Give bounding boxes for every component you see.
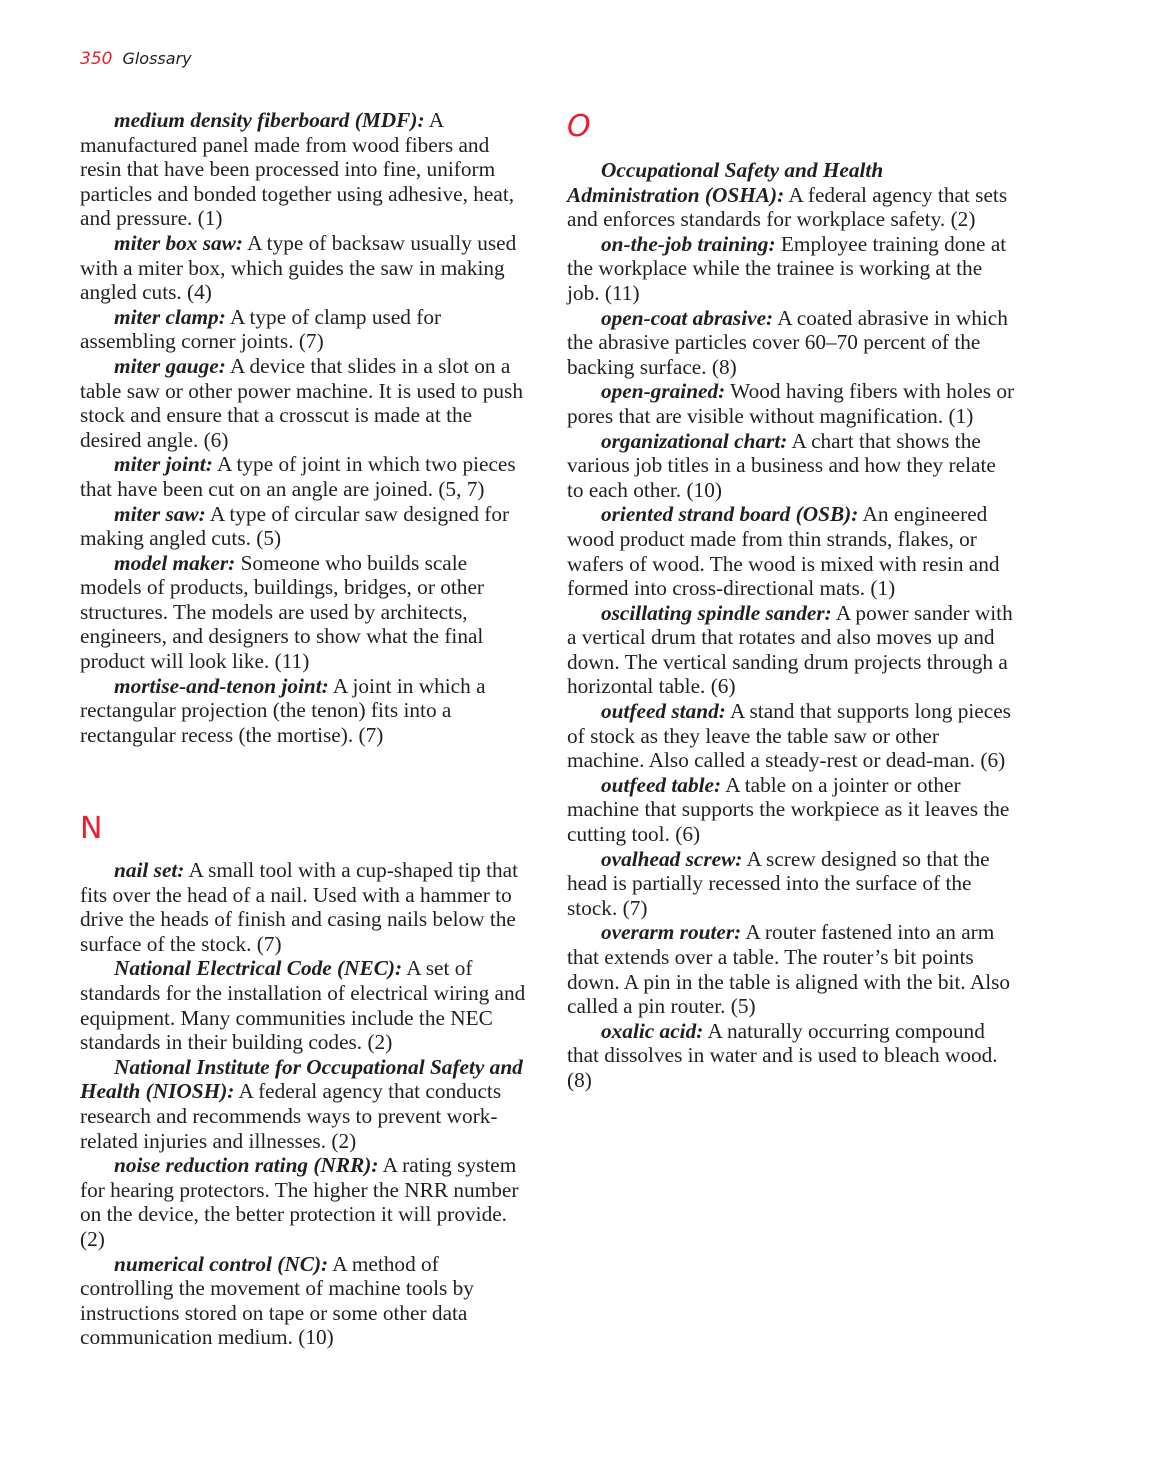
glossary-entry <box>80 551 530 674</box>
page-header <box>80 49 192 69</box>
glossary-definition: A federal agency that conducts research and recommends ways to prevent work-related injuries and illnesses. (2) <box>80 1079 502 1153</box>
glossary-term: overarm router: <box>601 920 742 945</box>
glossary-term: numerical control (NC): <box>114 1251 329 1276</box>
glossary-definition: A table on a jointer or other machine that supports the workpiece as it leaves the cutting tool. (6) <box>567 772 1010 847</box>
glossary-entry <box>80 452 530 501</box>
glossary-definition: A type of joint in which two pieces that have been cut on an angle are joined. (5, 7) <box>80 452 516 501</box>
glossary-term: open-grained: <box>601 379 726 404</box>
glossary-term: organizational chart: <box>601 428 788 453</box>
glossary-column-left-n <box>80 858 530 1350</box>
glossary-term: outfeed stand: <box>601 699 726 724</box>
glossary-term: noise reduction rating (NRR): <box>114 1153 379 1178</box>
glossary-entry <box>567 379 1017 428</box>
glossary-definition: A method of controlling the movement of machine tools by instructions stored on tape or some other data communication medium. (10) <box>80 1251 474 1350</box>
glossary-definition: Employee training done at the workplace while the trainee is working at the job. (11) <box>567 231 1007 305</box>
glossary-definition: A joint in which a rectangular projection (the tenon) fits into a rectangular recess (the mortise). (7) <box>80 673 486 747</box>
glossary-definition: A type of backsaw usually used with a miter box, which guides the saw in making angled cuts. (4) <box>80 230 517 305</box>
glossary-term: on-the-job training: <box>601 231 776 256</box>
glossary-definition: A coated abrasive in which the abrasive particles cover 60–70 percent of the backing surface. (8) <box>567 305 1008 379</box>
glossary-definition: Someone who builds scale models of products, buildings, bridges, or other structures. The models are used by architects, engineers, and designers to show what the final product will look like. (11) <box>80 550 484 674</box>
section-heading-n: N <box>80 811 103 846</box>
glossary-definition: A chart that shows the various job titles in a business and how they relate to each other. (10) <box>567 428 996 502</box>
glossary-entry <box>567 232 1017 306</box>
glossary-definition: Wood having fibers with holes or pores that are visible without magnification. (1) <box>567 379 1015 428</box>
glossary-column-left-m <box>80 108 530 747</box>
glossary-definition: A federal agency that sets and enforces standards for workplace safety. (2) <box>567 182 1008 232</box>
glossary-entry <box>80 1153 530 1251</box>
glossary-definition: A type of circular saw designed for making angled cuts. (5) <box>80 501 510 551</box>
glossary-definition: A set of standards for the installation of electrical wiring and equipment. Many communities include the NEC standards in their building codes. (2) <box>80 956 526 1055</box>
glossary-definition: A manufactured panel made from wood fibers and resin that have been processed into fine, uniform particles and bonded together using adhesive, heat, and pressure. (1) <box>80 108 515 231</box>
glossary-definition: A router fastened into an arm that extends over a table. The router’s bit points down. A pin in the table is aligned with the bit. Also called a pin router. (5) <box>567 920 1011 1019</box>
glossary-column-right-o <box>567 158 1017 1093</box>
glossary-definition: A rating system for hearing protectors. The higher the NRR number on the device, the better protection it will provide. (2) <box>80 1153 519 1251</box>
glossary-definition: A naturally occurring compound that dissolves in water and is used to bleach wood. (8) <box>567 1018 998 1092</box>
glossary-definition: A screw designed so that the head is partially recessed into the surface of the stock. (7) <box>567 846 990 920</box>
glossary-term: open-coat abrasive: <box>601 305 774 330</box>
glossary-term: oriented strand board (OSB): <box>601 502 859 527</box>
glossary-entry <box>567 306 1017 380</box>
glossary-entry <box>567 847 1017 921</box>
glossary-definition: A power sander with a vertical drum that rotates and also moves up and down. The vertical sanding drum projects through a horizontal table. (6) <box>567 600 1013 699</box>
glossary-entry <box>567 920 1017 1018</box>
glossary-entry <box>80 1055 530 1153</box>
glossary-entry <box>567 502 1017 600</box>
glossary-entry <box>80 108 530 231</box>
glossary-term: mortise-and-tenon joint: <box>114 673 329 698</box>
glossary-entry <box>80 305 530 354</box>
glossary-term: nail set: <box>114 858 185 882</box>
glossary-entry <box>567 601 1017 699</box>
glossary-entry <box>80 502 530 551</box>
glossary-definition: A type of clamp used for assembling corner joints. (7) <box>80 304 442 354</box>
glossary-entry <box>567 699 1017 773</box>
glossary-term: Occupational Safety and Health Administration (OSHA): <box>567 158 884 207</box>
glossary-entry <box>80 858 530 956</box>
glossary-term: National Institute for Occupational Safety and Health (NIOSH): <box>80 1054 523 1104</box>
glossary-entry <box>80 231 530 305</box>
glossary-definition: A device that slides in a slot on a table saw or other power machine. It is used to push stock and ensure that a crosscut is made at the desired angle. (6) <box>80 353 523 452</box>
glossary-definition: An engineered wood product made from thin strands, flakes, or wafers of wood. The wood is mixed with resin and formed into cross-directional mats. (1) <box>567 502 1000 601</box>
glossary-term: miter gauge: <box>114 353 226 378</box>
glossary-entry <box>80 1252 530 1350</box>
glossary-term: miter joint: <box>114 452 213 477</box>
glossary-term: model maker: <box>114 550 236 575</box>
glossary-entry <box>80 674 530 748</box>
section-heading-o: O <box>567 109 591 144</box>
glossary-term: oscillating spindle sander: <box>601 600 832 625</box>
glossary-term: medium density fiberboard (MDF): <box>114 108 425 132</box>
glossary-entry <box>567 1019 1017 1093</box>
glossary-entry <box>567 158 1017 232</box>
glossary-definition: A small tool with a cup-shaped tip that fits over the head of a nail. Used with a hammer to drive the heads of finish and casing nails below the surface of the stock. (7) <box>80 858 519 956</box>
glossary-entry <box>80 956 530 1054</box>
glossary-entry <box>567 429 1017 503</box>
glossary-term: National Electrical Code (NEC): <box>114 956 403 981</box>
glossary-term: miter clamp: <box>114 304 226 329</box>
glossary-entry <box>567 773 1017 847</box>
glossary-term: outfeed table: <box>601 772 722 797</box>
glossary-term: miter box saw: <box>114 230 243 255</box>
glossary-entry <box>80 354 530 452</box>
glossary-term: ovalhead screw: <box>601 846 743 871</box>
running-title: Glossary <box>122 49 192 68</box>
glossary-definition: A stand that supports long pieces of stock as they leave the table saw or other machine. Also called a steady-rest or dead-man. (6) <box>567 699 1011 773</box>
glossary-term: miter saw: <box>114 501 206 526</box>
glossary-term: oxalic acid: <box>601 1018 704 1043</box>
page-number: 350 <box>80 49 113 69</box>
